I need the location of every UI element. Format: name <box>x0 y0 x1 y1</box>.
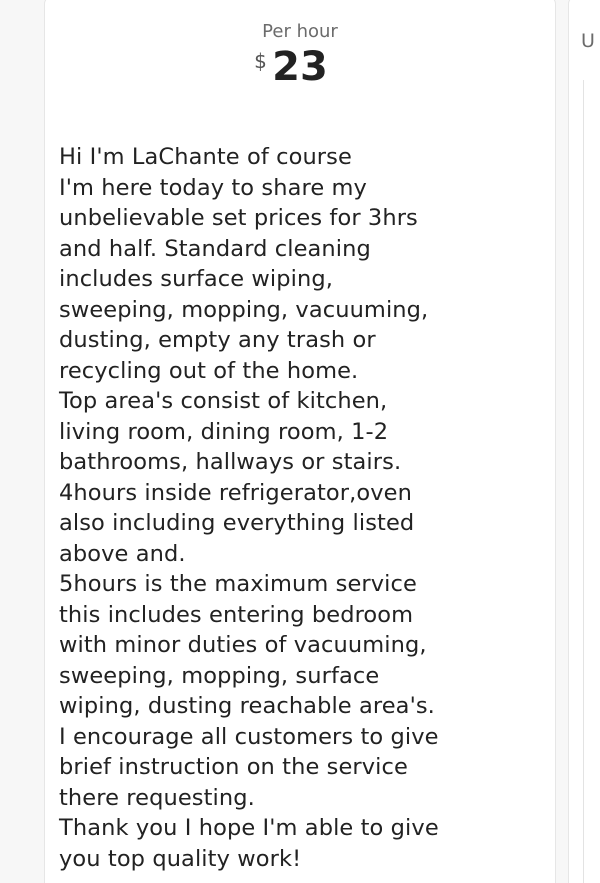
price-amount: 23 <box>272 44 328 90</box>
price-group <box>254 44 328 90</box>
price-display <box>45 44 555 90</box>
rate-label: Per hour <box>262 21 338 42</box>
adjacent-card[interactable] <box>568 0 600 883</box>
service-description: Hi I'm LaChante of course I'm here today to share my unbelievable set prices for 3hrs and half. Standard cleaning includes surface wiping, sweeping, mopping, vacuuming, dusting, empty any trash or recycling out of the home. Top area's consist of kitchen, living room, dining room, 1-2 bathrooms, hallways or stairs. 4hours inside refrigerator,oven also including everything listed above and. 5hours is the maximum service this includes entering bedroom with minor duties of vacuuming, sweeping, mopping, surface wiping, dusting reachable area's. I encourage all customers to give brief instruction on the service there requesting. Thank you I hope I'm able to give you top quality work! <box>59 144 439 872</box>
adjacent-card-divider <box>583 80 584 883</box>
adjacent-card-label: U <box>581 30 595 52</box>
currency-symbol: $ <box>254 49 267 73</box>
